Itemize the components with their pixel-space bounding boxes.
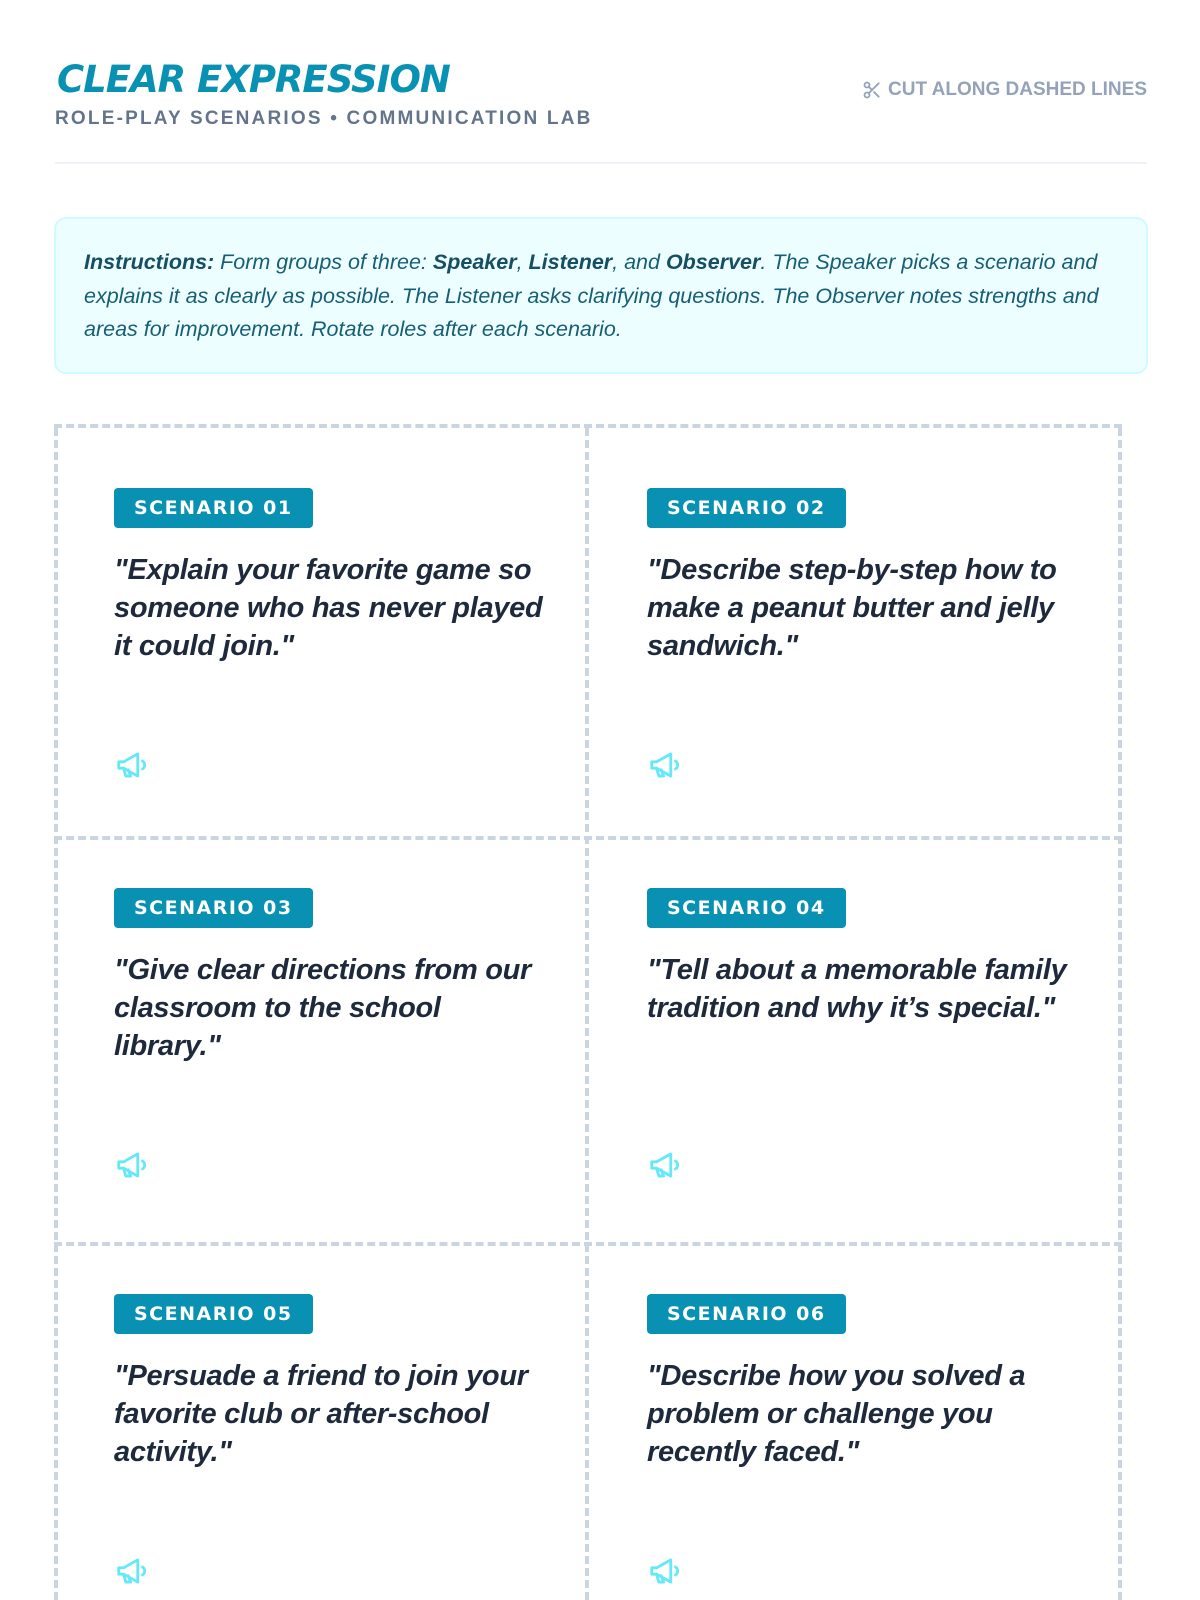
instructions-text-4: . The Speaker picks a scenario and explains it as clearly as possible. The Listener asks clarifying questions. The Observer notes strengths and areas for improvement. Rotate roles after each scenario. [84, 250, 1099, 341]
scenario-prompt: "Persuade a friend to join your favorite club or after-school activity." [114, 1360, 528, 1468]
instructions-lead: Instructions: [84, 250, 215, 274]
instructions-text-1: Form groups of three: [214, 250, 433, 274]
scissors-icon [862, 80, 882, 100]
instructions-text-2: , [516, 250, 529, 274]
instructions-text-3: , and [612, 250, 666, 274]
megaphone-icon [647, 1146, 685, 1184]
cut-note-text: CUT ALONG DASHED LINES [888, 79, 1147, 100]
role-speaker: Speaker [432, 250, 517, 274]
scenario-prompt: "Explain your favorite game so someone who has never played it could join." [114, 554, 543, 662]
scenario-card-5 [54, 1234, 596, 1600]
page-subtitle: ROLE-PLAY SCENARIOS • COMMUNICATION LAB [55, 108, 593, 129]
scenario-prompt: "Tell about a memorable family tradition and why it’s special." [647, 954, 1067, 1024]
scenario-badge: SCENARIO 01 [114, 488, 313, 528]
megaphone-icon [647, 746, 685, 784]
instructions-box [54, 217, 1148, 374]
scenario-badge: SCENARIO 02 [647, 488, 846, 528]
scenario-badge: SCENARIO 05 [114, 1294, 313, 1334]
scenario-card-grid [54, 428, 1148, 1600]
scenario-prompt: "Give clear directions from our classroom to the school library." [114, 954, 532, 1062]
scenario-badge: SCENARIO 06 [647, 1294, 846, 1334]
scenario-prompt: "Describe how you solved a problem or challenge you recently faced." [647, 1360, 1026, 1468]
scenario-prompt: "Describe step-by-step how to make a peanut butter and jelly sandwich." [647, 554, 1057, 662]
scenario-badge: SCENARIO 04 [647, 888, 846, 928]
worksheet-header [55, 55, 1147, 164]
scenario-card-3 [54, 828, 596, 1234]
scenario-card-6 [587, 1234, 1129, 1600]
megaphone-icon [114, 1552, 152, 1590]
megaphone-icon [647, 1552, 685, 1590]
scenario-card-1 [54, 428, 596, 834]
cut-note [862, 77, 1147, 103]
role-listener: Listener [528, 250, 613, 274]
scenario-card-4 [587, 828, 1129, 1234]
megaphone-icon [114, 1146, 152, 1184]
role-observer: Observer [665, 250, 761, 274]
page-title: CLEAR EXPRESSION [57, 58, 450, 101]
scenario-card-2 [587, 428, 1129, 834]
scenario-badge: SCENARIO 03 [114, 888, 313, 928]
megaphone-icon [114, 746, 152, 784]
